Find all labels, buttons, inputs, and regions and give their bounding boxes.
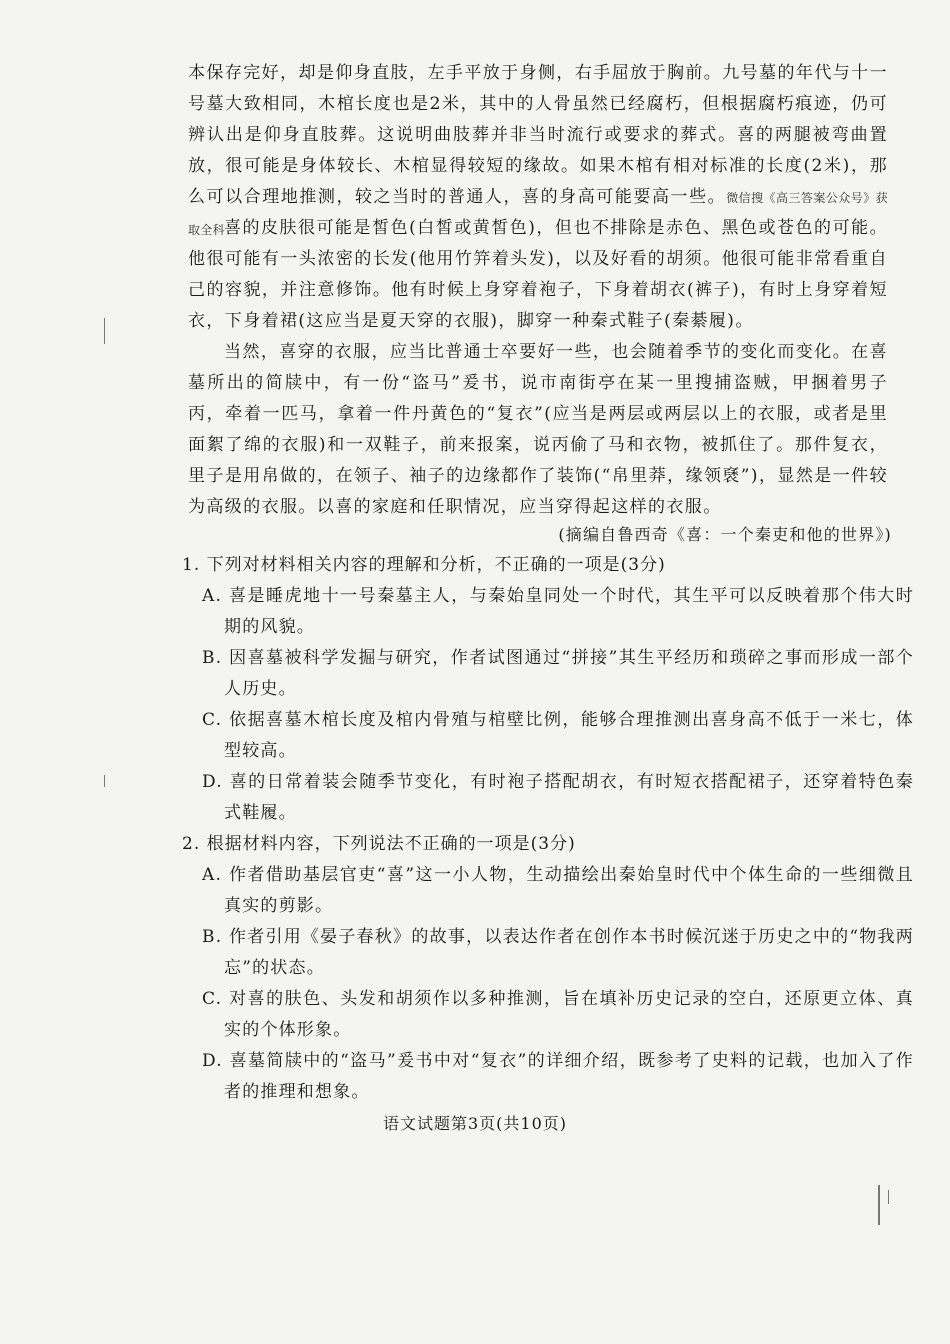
scan-mark-left-1 <box>104 318 105 344</box>
question-1-option-d: D. 喜的日常着装会随季节变化，有时袍子搭配胡衣，有时短衣搭配裙子，还穿着特色秦式鞋履。 <box>202 772 914 823</box>
question-2-option-c: C. 对喜的肤色、头发和胡须作以多种推测，旨在填补历史记录的空白，还原更立体、真实的个体形象。 <box>202 989 914 1040</box>
passage-paragraph-1-text: 本保存完好，却是仰身直肢，左手平放于身侧，右手屈放于胸前。九号墓的年代与十一号墓大致相同，木棺长度也是2米，其中的人骨虽然已经腐朽，但根据腐朽痕迹，仍可辨认出是仰身直肢葬。这说明曲肢葬并非当时流行或要求的葬式。喜的两腿被弯曲置放，很可能是身体较长、木棺显得较短的缘故。如果木棺有相对标准的长度(2米)，那么可以合理地推测，较之当时的普通人，喜的身高可能要高一些。 <box>188 63 888 207</box>
scan-mark-left-2 <box>104 775 105 787</box>
question-2-option-a: A. 作者借助基层官吏“喜”这一小人物，生动描绘出秦始皇时代中个体生命的一些细微且真实的剪影。 <box>202 865 914 916</box>
question-1-option-a: A. 喜是睡虎地十一号秦墓主人，与秦始皇同处一个时代，其生平可以反映着那个伟大时期的风貌。 <box>202 586 914 637</box>
passage-paragraph-3: 当然，喜穿的衣服，应当比普通士卒要好一些，也会随着季节的变化而变化。在喜墓所出的简牍中，有一份“盗马”爰书，说市南街亭在某一里搜捕盗贼，甲捆着男子丙，牵着一匹马，拿着一件丹黄色的“复衣”(应当是两层或两层以上的衣服，或者是里面絮了绵的衣服)和一双鞋子，前来报案，说丙偷了马和衣物，被抓住了。那件复衣，里子是用帛做的，在领子、袖子的边缘都作了装饰(“帛里莽，缘领褎”)，显然是一件较为高级的衣服。以喜的家庭和任职情况，应当穿得起这样的衣服。 <box>188 342 888 517</box>
question-2-option-b: B. 作者引用《晏子春秋》的故事，以表达作者在创作本书时候沉迷于历史之中的“物我两忘”的状态。 <box>202 927 914 978</box>
watermark-note: 微信搜《高三答案公众号》获取全科 <box>188 191 888 237</box>
question-2-stem: 2. 根据材料内容，下列说法不正确的一项是(3分) <box>182 834 576 854</box>
passage-paragraph-2: 喜的皮肤很可能是皙色(白皙或黄皙色)，但也不排除是赤色、黑色或苍色的可能。他很可能有一头浓密的长发(他用竹笄着头发)，以及好看的胡须。他很可能非常看重自己的容貌，并注意修饰。他有时候上身穿着袍子，下身着胡衣(裤子)，有时上身穿着短衣，下身着裙(这应当是夏天穿的衣服)，脚穿一种秦式鞋子(秦綦履)。 <box>188 218 888 331</box>
page-footer: 语文试题第3页(共10页) <box>382 1114 568 1133</box>
scan-mark-right <box>878 1185 880 1225</box>
source-citation: (摘编自鲁西奇《喜：一个秦吏和他的世界》) <box>558 525 892 544</box>
scan-mark-right-2 <box>888 1190 889 1204</box>
question-1-option-b: B. 因喜墓被科学发掘与研究，作者试图通过“拼接”其生平经历和琐碎之事而形成一部个人历史。 <box>202 648 914 699</box>
question-2-option-d: D. 喜墓简牍中的“盗马”爰书中对“复衣”的详细介绍，既参考了史料的记载，也加入了作者的推理和想象。 <box>202 1051 914 1102</box>
question-1-option-c: C. 依据喜墓木棺长度及棺内骨殖与棺壁比例，能够合理推测出喜身高不低于一米七，体型较高。 <box>202 710 914 761</box>
question-1-stem: 1. 下列对材料相关内容的理解和分析，不正确的一项是(3分) <box>182 555 666 575</box>
